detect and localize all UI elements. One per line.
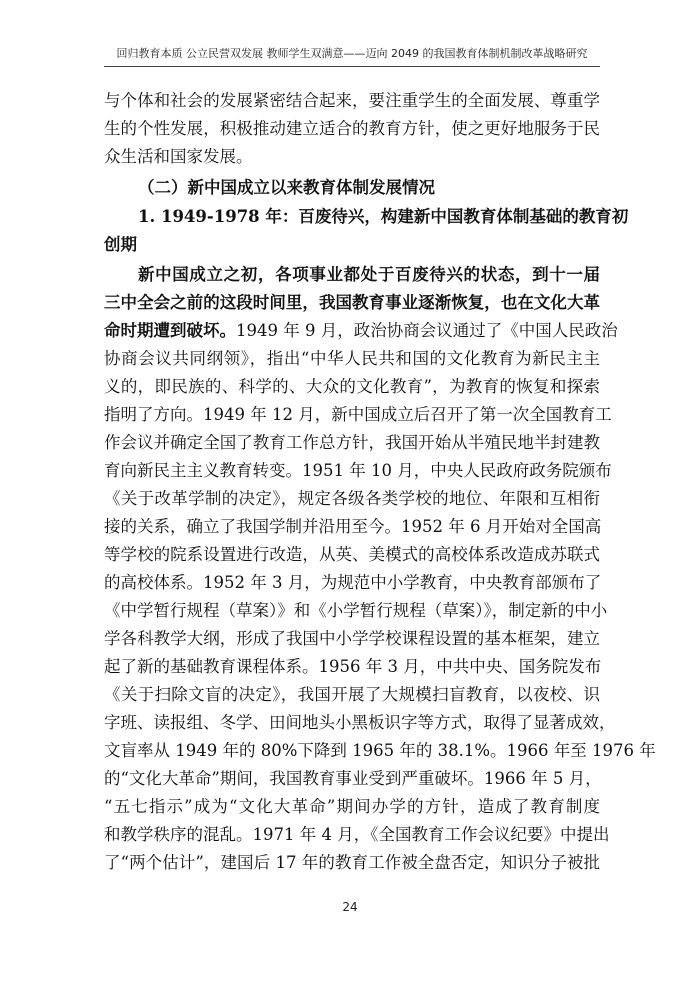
body-line: 与个体和社会的发展紧密结合起来，要注重学生的全面发展、尊重学 [104, 91, 600, 110]
body-line: 和教学秩序的混乱。1971 年 4 月，《全国教育工作会议纪要》中提出 [104, 825, 610, 844]
body-line: 的“文化大革命”期间，我国教育事业受到严重破坏。1966 年 5 月， [104, 769, 602, 788]
body-line: 《关于扫除文盲的决定》，我国开展了大规模扫盲教育，以夜校、识 [104, 685, 600, 704]
body-line: 文盲率从 1949 年的 80%下降到 1965 年的 38.1%。1966 年至 1976 年 [104, 741, 656, 760]
body-line: 学各科教学大纲，形成了我国中小学学校课程设置的基本框架，建立 [104, 629, 600, 648]
body-line: 生的个性发展，积极推动建立适合的教育方针，使之更好地服务于民 [104, 119, 600, 138]
body-line: 接的关系，确立了我国学制并沿用至今。1952 年 6 月开始对全国高 [104, 517, 602, 536]
emphasis-line: 三中全会之前的这段时间里，我国教育事业逐渐恢复，也在文化大革 [104, 293, 600, 312]
header-rule [104, 66, 600, 67]
body-line: 了“两个估计”，建国后 17 年的教育工作被全盘否定，知识分子被批 [104, 853, 600, 872]
body-line: 众生活和国家发展。 [104, 147, 253, 166]
body-line: 的高校体系。1952 年 3 月，为规范中小学教育，中央教育部颁布了 [104, 573, 602, 592]
body-fragment: 1949 年 9 月，政治协商会议通过了《中国人民政治 [236, 321, 618, 340]
running-header: 回归教育本质 公立民营双发展 教师学生双满意——迈向 2049 的我国教育体制机制改革战略研究 [116, 47, 588, 60]
subsection-heading: 1. 1949-1978 年：百废待兴，构建新中国教育体制基础的教育初 [138, 207, 629, 226]
body-line: 字班、读报组、冬学、田间地头小黑板识字等方式，取得了显著成效， [104, 713, 616, 732]
body-line: “五七指示”成为“文化大革命”期间办学的方针，造成了教育制度 [104, 797, 600, 816]
body-line: 《关于改革学制的决定》，规定各级各类学校的地位、年限和互相衔 [104, 489, 600, 508]
body-line: 作会议并确定全国了教育工作总方针，我国开始从半殖民地半封建教 [104, 433, 600, 452]
body-line: 育向新民主主义教育转变。1951 年 10 月，中央人民政府政务院颁布 [104, 461, 612, 480]
body-line: 义的，即民族的、科学的、大众的文化教育”，为教育的恢复和探索 [104, 377, 600, 396]
page-number: 24 [342, 900, 358, 914]
body-line: 等学校的院系设置进行改造，从英、美模式的高校体系改造成苏联式 [104, 545, 600, 564]
body-line: 起了新的基础教育课程体系。1956 年 3 月，中共中央、国务院发布 [104, 657, 602, 676]
emphasis-fragment: 命时期遭到破坏。 [104, 321, 236, 340]
body-line: 指明了方向。1949 年 12 月，新中国成立后召开了第一次全国教育工 [104, 405, 612, 424]
subsection-heading-continued: 创期 [104, 235, 137, 254]
section-heading: （二）新中国成立以来教育体制发展情况 [138, 178, 435, 197]
mixed-line [104, 320, 618, 342]
emphasis-line: 新中国成立之初，各项事业都处于百废待兴的状态，到十一届 [138, 265, 600, 284]
body-line: 协商会议共同纲领》，指出“中华人民共和国的文化教育为新民主主 [104, 349, 600, 368]
body-line: 《中学暂行规程（草案）》和《小学暂行规程（草案）》，制定新的中小 [104, 601, 608, 620]
